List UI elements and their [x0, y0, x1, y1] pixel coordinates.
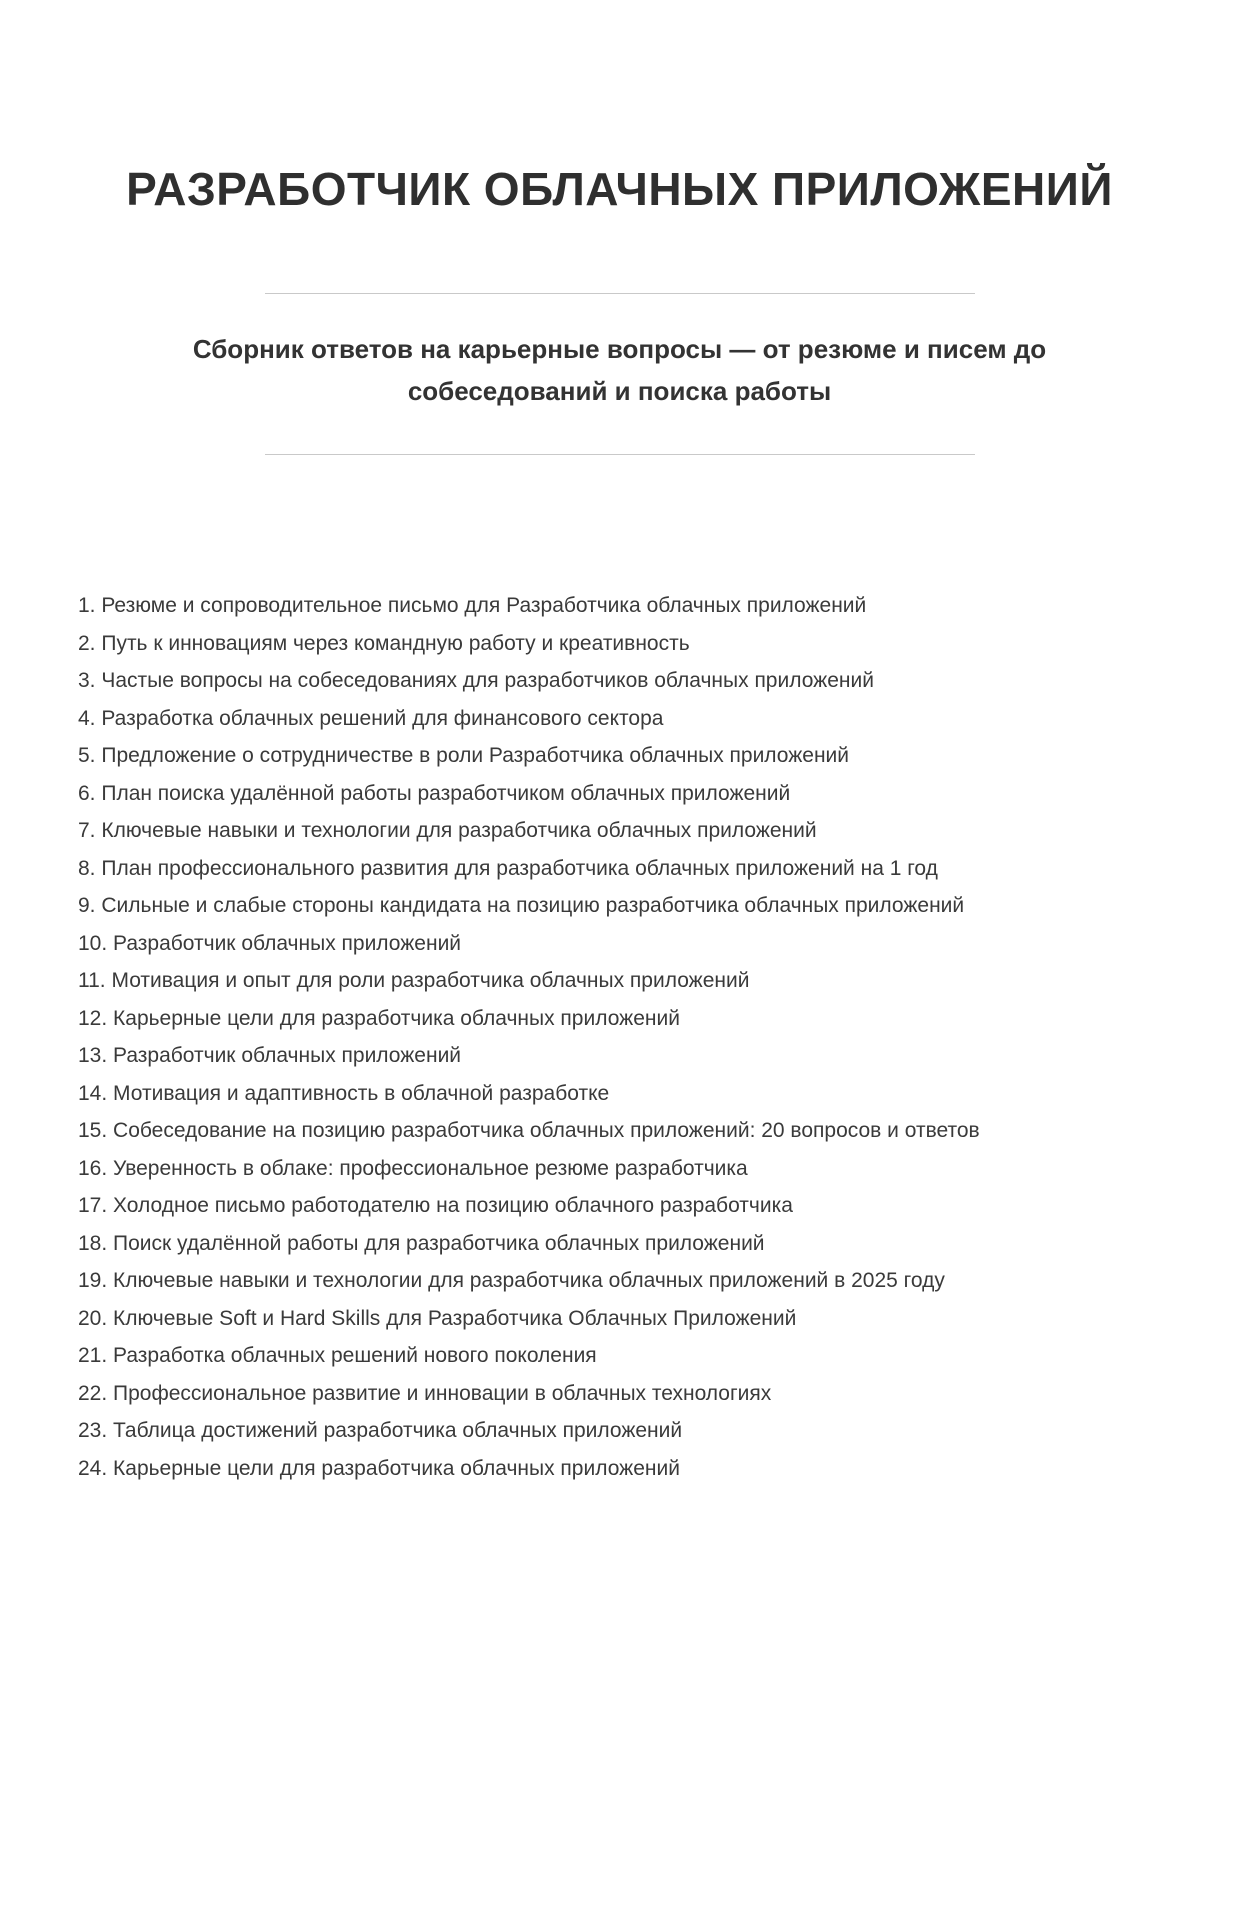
toc-item: 2. Путь к инновациям через командную работу и креативность — [78, 631, 690, 655]
toc-item: 6. План поиска удалённой работы разработчиком облачных приложений — [78, 781, 791, 805]
toc-item: 11. Мотивация и опыт для роли разработчика облачных приложений — [78, 969, 750, 993]
toc-item: 10. Разработчик облачных приложений — [78, 931, 462, 955]
toc-item: 16. Уверенность в облаке: профессиональное резюме разработчика — [78, 1156, 748, 1180]
toc-item: 23. Таблица достижений разработчика облачных приложений — [78, 1419, 683, 1443]
toc-item: 15. Собеседование на позицию разработчика облачных приложений: 20 вопросов и ответов — [78, 1119, 980, 1143]
toc-item: 22. Профессиональное развитие и инновации в облачных технологиях — [78, 1381, 772, 1405]
page-title: РАЗРАБОТЧИК ОБЛАЧНЫХ ПРИЛОЖЕНИЙ — [126, 163, 1113, 215]
table-of-contents — [78, 587, 1161, 1487]
toc-item: 19. Ключевые навыки и технологии для разработчика облачных приложений в 2025 году — [78, 1269, 945, 1293]
divider-bottom — [265, 454, 975, 455]
toc-item: 20. Ключевые Soft и Hard Skills для Разработчика Облачных Приложений — [78, 1306, 797, 1330]
toc-item: 18. Поиск удалённой работы для разработчика облачных приложений — [78, 1231, 765, 1255]
toc-item: 7. Ключевые навыки и технологии для разработчика облачных приложений — [78, 819, 817, 843]
toc-item: 21. Разработка облачных решений нового поколения — [78, 1344, 597, 1368]
toc-item: 12. Карьерные цели для разработчика облачных приложений — [78, 1006, 680, 1030]
toc-item: 14. Мотивация и адаптивность в облачной разработке — [78, 1081, 610, 1105]
toc-item: 4. Разработка облачных решений для финансового сектора — [78, 706, 664, 730]
toc-item: 8. План профессионального развития для разработчика облачных приложений на 1 год — [78, 856, 938, 880]
toc-item: 3. Частые вопросы на собеседованиях для разработчиков облачных приложений — [78, 669, 874, 693]
divider-top — [265, 293, 975, 294]
document-page — [0, 162, 1239, 1915]
toc-item: 1. Резюме и сопроводительное письмо для Разработчика облачных приложений — [78, 594, 867, 618]
toc-item: 13. Разработчик облачных приложений — [78, 1044, 462, 1068]
toc-item: 9. Сильные и слабые стороны кандидата на позицию разработчика облачных приложений — [78, 894, 965, 918]
page-subtitle: Сборник ответов на карьерные вопросы — от резюме и писем до собеседований и поиска работы — [192, 334, 1047, 407]
toc-item: 24. Карьерные цели для разработчика облачных приложений — [78, 1456, 680, 1480]
toc-item: 17. Холодное письмо работодателю на позицию облачного разработчика — [78, 1194, 793, 1218]
toc-item: 5. Предложение о сотрудничестве в роли Разработчика облачных приложений — [78, 744, 850, 768]
